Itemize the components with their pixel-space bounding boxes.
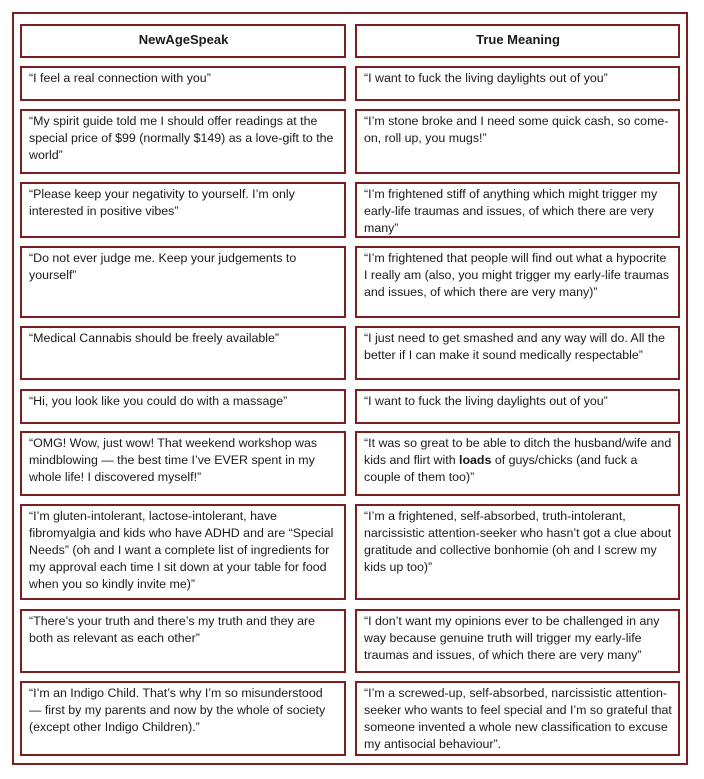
newage-cell-8: “I’m gluten-intolerant, lactose-intolerant, have fibromyalgia and kids who have ADHD and are “Special Needs” (oh and I want a complete list of ingredients for my approval each time I sit down at your table for food when you so kindly invite me)”	[20, 504, 346, 600]
newage-cell-2: “My spirit guide told me I should offer readings at the special price of $99 (normally $149) as a love-gift to the world”	[20, 109, 346, 174]
newage-cell-1: “I feel a real connection with you”	[20, 66, 346, 101]
meaning-text-7a: “It was so great to be able to ditch the husband/wife and kids and flirt with	[364, 436, 672, 467]
meaning-cell-4: “I’m frightened that people will find out what a hypocrite I really am (also, you might trigger my early-life traumas and issues, of which there are very many)”	[355, 246, 680, 318]
newage-cell-10: “I’m an Indigo Child. That’s why I’m so misunderstood — first by my parents and now by the whole of society (except other Indigo Children).”	[20, 681, 346, 756]
meaning-bold-loads: loads	[459, 453, 492, 467]
header-true-meaning: True Meaning	[355, 24, 680, 58]
newage-cell-3: “Please keep your negativity to yourself. I’m only interested in positive vibes”	[20, 182, 346, 238]
meaning-cell-7	[355, 431, 680, 496]
meaning-cell-1: “I want to fuck the living daylights out of you”	[355, 66, 680, 101]
header-newagespeak: NewAgeSpeak	[20, 24, 346, 58]
newage-cell-5: “Medical Cannabis should be freely available”	[20, 326, 346, 380]
meaning-cell-2: “I’m stone broke and I need some quick cash, so come-on, roll up, you mugs!”	[355, 109, 680, 174]
meaning-cell-6: “I want to fuck the living daylights out of you”	[355, 389, 680, 424]
meaning-cell-5: “I just need to get smashed and any way will do. All the better if I can make it sound medically respectable”	[355, 326, 680, 380]
meaning-cell-8: “I’m a frightened, self-absorbed, truth-intolerant, narcissistic attention-seeker who hasn’t got a clue about gratitude and collective bonhomie (oh and I screw my kids up too)”	[355, 504, 680, 600]
meaning-text-7b: of guys/chicks (and fuck a couple of them too)”	[364, 453, 638, 484]
newage-cell-9: “There’s your truth and there’s my truth and they are both as relevant as each other”	[20, 609, 346, 673]
meaning-cell-3: “I’m frightened stiff of anything which might trigger my early-life traumas and issues, of which there are very many”	[355, 182, 680, 238]
newage-cell-7: “OMG! Wow, just wow! That weekend workshop was mindblowing — the best time I’ve EVER spent in my whole life! I discovered myself!”	[20, 431, 346, 496]
newage-cell-4: “Do not ever judge me. Keep your judgements to yourself”	[20, 246, 346, 318]
newage-cell-6: “Hi, you look like you could do with a massage”	[20, 389, 346, 424]
meaning-cell-9: “I don’t want my opinions ever to be challenged in any way because genuine truth will trigger my early-life traumas and issues, of which there are very many”	[355, 609, 680, 673]
meaning-cell-10: “I’m a screwed-up, self-absorbed, narcissistic attention-seeker who wants to feel special and I’m so grateful that someone invented a whole new classification to excuse my antisocial behaviour”.	[355, 681, 680, 756]
